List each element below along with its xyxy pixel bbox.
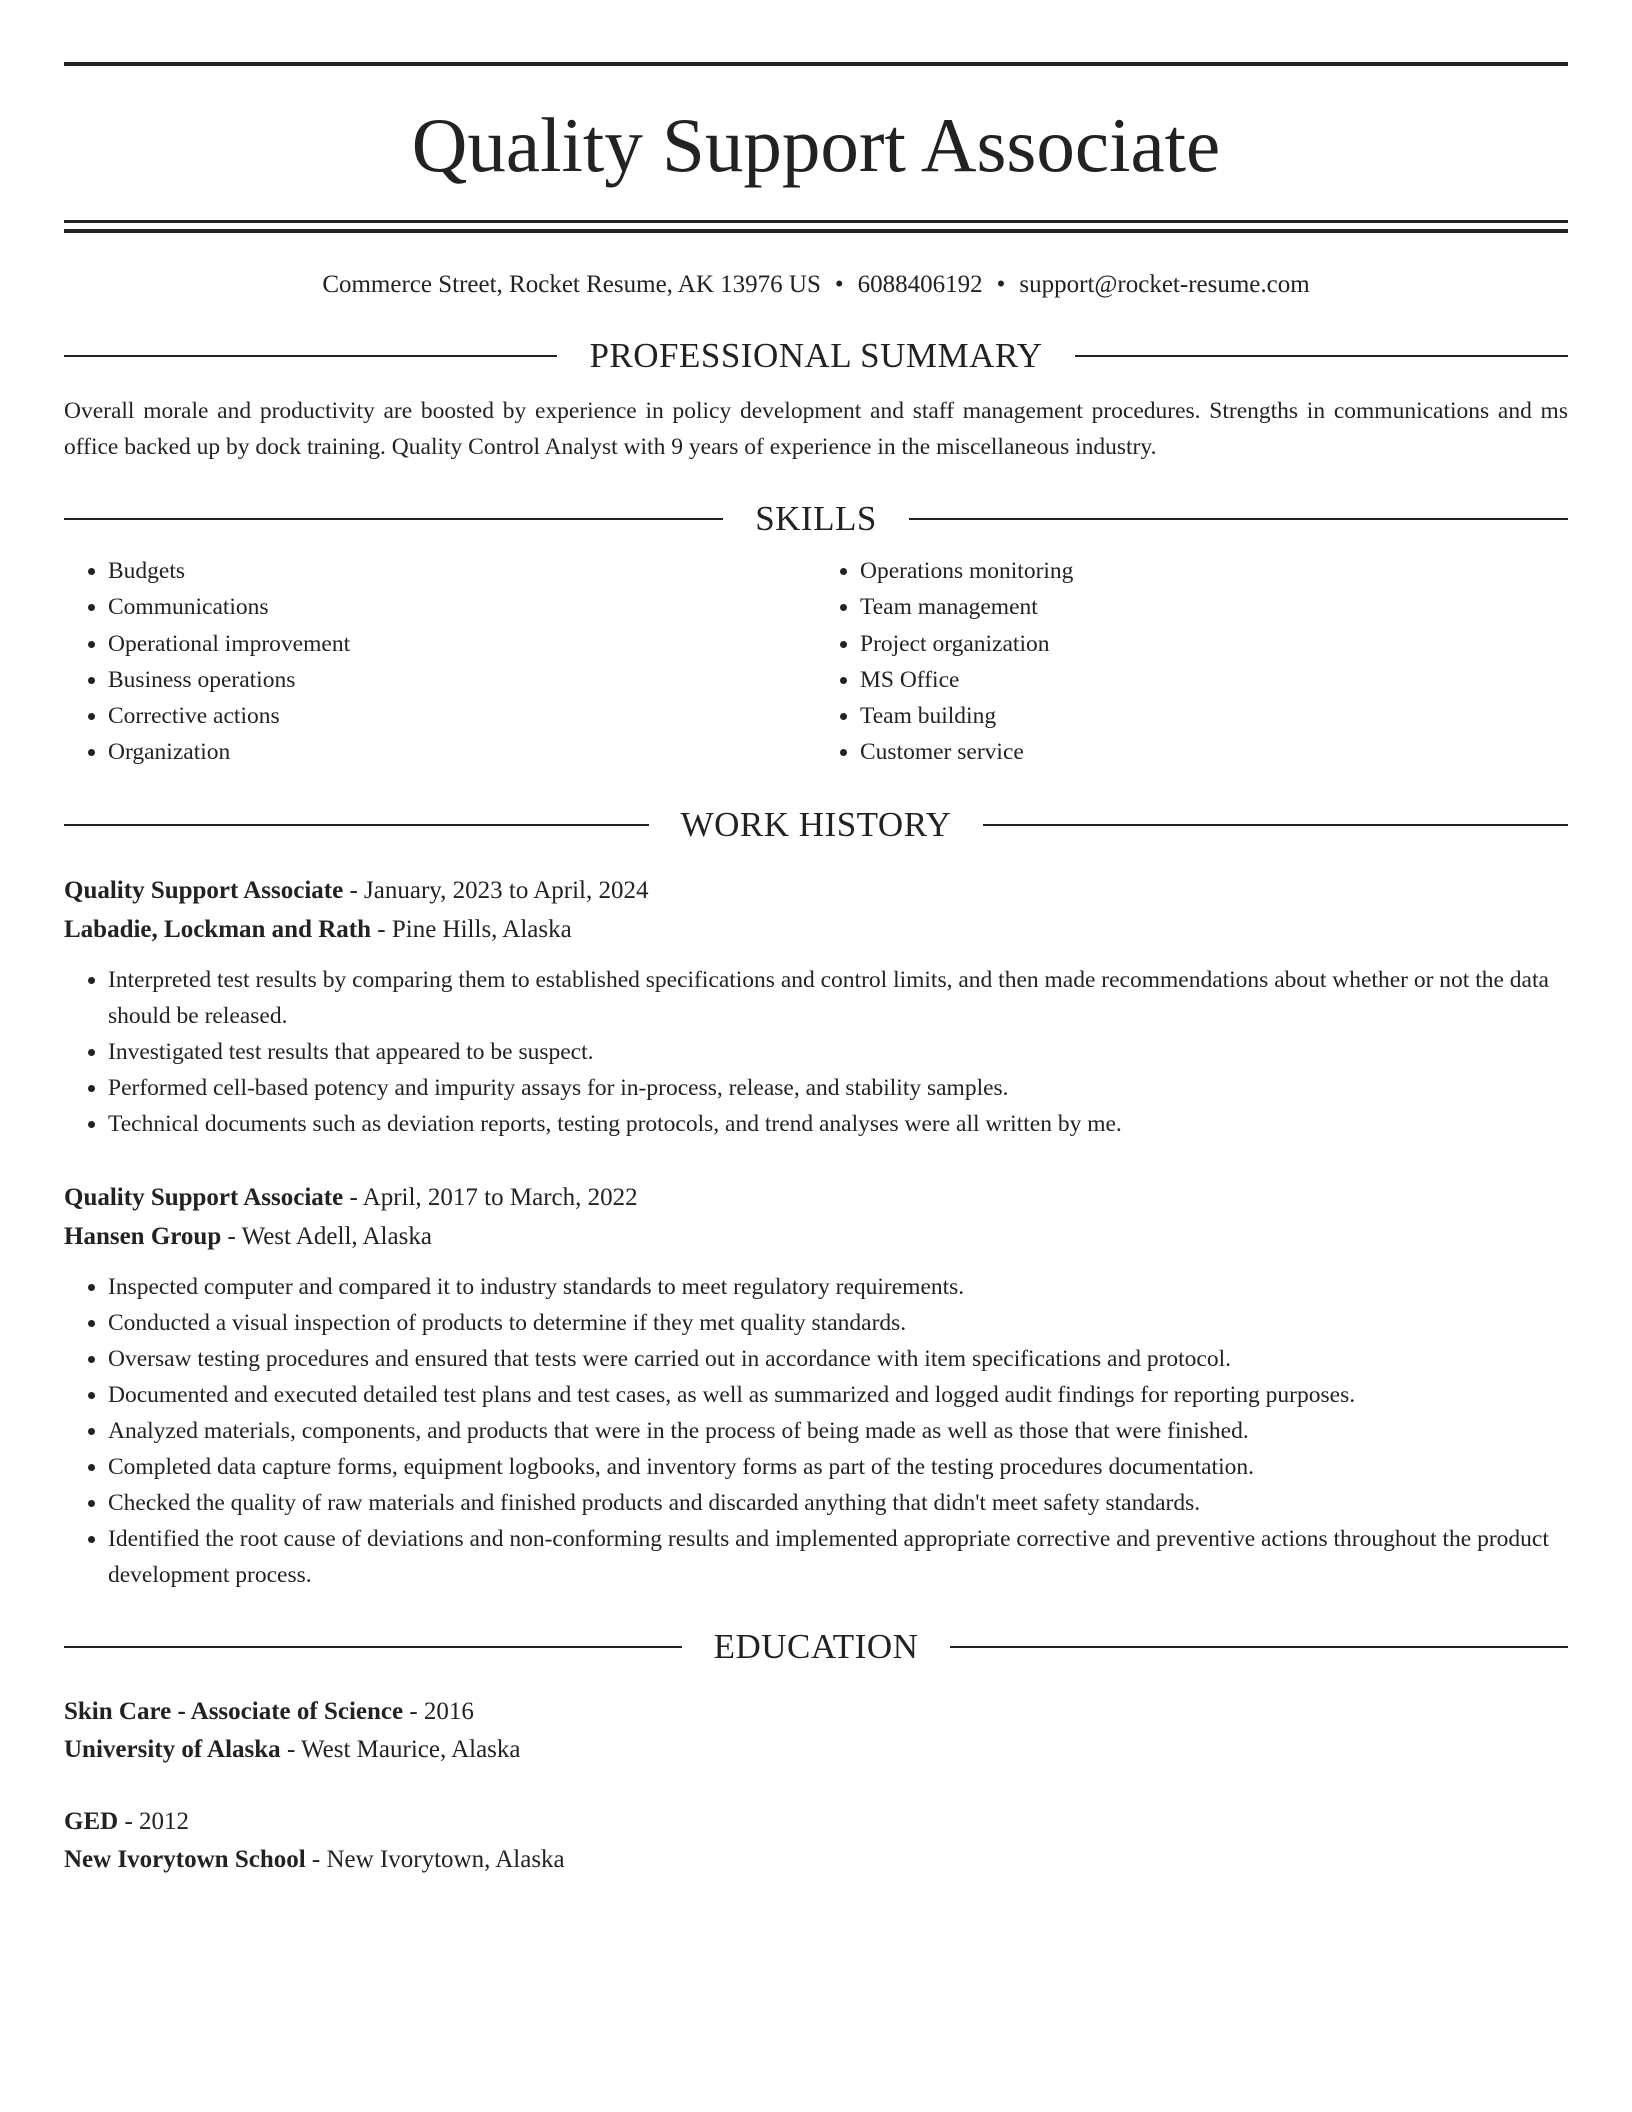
job-company-line xyxy=(64,910,1568,949)
degree-year: - 2012 xyxy=(118,1807,190,1835)
skill-item: • Team building xyxy=(860,698,1568,734)
skill-item: • Customer service xyxy=(860,734,1568,770)
school-name: University of Alaska xyxy=(64,1735,281,1763)
skills-title: SKILLS xyxy=(755,499,877,538)
skill-item: • Project organization xyxy=(860,626,1568,662)
skill-item: • Corrective actions xyxy=(108,698,816,734)
job-bullet: • Analyzed materials, components, and products that were in the process of being made as well as those that were finished. xyxy=(108,1413,1568,1449)
job-company: Labadie, Lockman and Rath xyxy=(64,915,372,943)
skills-heading xyxy=(64,495,1568,543)
job-dates: - April, 2017 to March, 2022 xyxy=(343,1183,638,1211)
work-title: WORK HISTORY xyxy=(680,804,952,844)
school-name: New Ivorytown School xyxy=(64,1845,306,1873)
degree-name: GED xyxy=(64,1807,119,1835)
education-entry xyxy=(64,1803,1568,1879)
degree-year: - 2016 xyxy=(403,1697,474,1725)
contact-address: Commerce Street, Rocket Resume, AK 13976 US xyxy=(322,271,821,298)
school-location: - New Ivorytown, Alaska xyxy=(305,1845,565,1873)
job-bullet: • Documented and executed detailed test plans and test cases, as well as summarized and logged audit findings for reporting purposes. xyxy=(108,1377,1568,1413)
education-entry xyxy=(64,1693,1568,1769)
job-bullet: • Technical documents such as deviation reports, testing protocols, and trend analyses were all written by me. xyxy=(108,1106,1568,1142)
job-bullet: • Completed data capture forms, equipment logbooks, and inventory forms as part of the testing procedures documentation. xyxy=(108,1449,1568,1485)
skill-item: • MS Office xyxy=(860,662,1568,698)
heading-rule-right xyxy=(909,518,1568,520)
school-line xyxy=(64,1731,1568,1769)
education-heading xyxy=(64,1623,1568,1671)
summary-text: Overall morale and productivity are boosted by experience in policy development and staff management procedures. Strengths in communications and ms office backed up by dock training. Quality Control Analyst with 9 years of experience in the miscellaneous industry. xyxy=(64,398,1568,460)
heading-rule-right xyxy=(1075,355,1568,357)
heading-rule-right xyxy=(983,824,1568,826)
job-bullets xyxy=(64,962,1568,1142)
skill-item: • Organization xyxy=(108,734,816,770)
candidate-name: Quality Support Associate xyxy=(411,102,1221,188)
heading-rule-left xyxy=(64,355,557,357)
job-company: Hansen Group xyxy=(64,1222,222,1250)
skills-list-left xyxy=(64,553,816,771)
job-bullet: • Oversaw testing procedures and ensured that tests were carried out in accordance with item specifications and protocol. xyxy=(108,1341,1568,1377)
degree-line xyxy=(64,1803,1568,1841)
school-line xyxy=(64,1841,1568,1879)
job-location: - Pine Hills, Alaska xyxy=(371,915,572,943)
job-title: Quality Support Associate xyxy=(64,1183,344,1211)
heading-rule-left xyxy=(64,518,723,520)
job-bullet: • Checked the quality of raw materials and finished products and discarded anything that didn't meet safety standards. xyxy=(108,1485,1568,1521)
job-dates: - January, 2023 to April, 2024 xyxy=(343,876,649,904)
job-title: Quality Support Associate xyxy=(64,876,344,904)
job-title-line xyxy=(64,871,1568,910)
summary-heading xyxy=(64,332,1568,380)
skill-item: • Communications xyxy=(108,589,816,625)
education-title: EDUCATION xyxy=(713,1626,919,1666)
job-company-line xyxy=(64,1217,1568,1256)
contact-phone: 6088406192 xyxy=(857,271,983,298)
job-bullets xyxy=(64,1269,1568,1593)
skill-item: • Operational improvement xyxy=(108,626,816,662)
skill-item: • Budgets xyxy=(108,553,816,589)
heading-rule-left xyxy=(64,824,649,826)
skill-item: • Business operations xyxy=(108,662,816,698)
job-entry xyxy=(64,871,1568,1142)
job-bullet: • Interpreted test results by comparing them to established specifications and control limits, and then made recommendations about whether or not the data should be released. xyxy=(108,962,1568,1034)
top-rule xyxy=(64,62,1568,66)
job-entry xyxy=(64,1178,1568,1593)
school-location: - West Maurice, Alaska xyxy=(280,1735,521,1763)
skills-columns xyxy=(64,553,1568,771)
contact-separator: • xyxy=(996,271,1006,298)
contact-line xyxy=(64,268,1568,302)
job-location: - West Adell, Alaska xyxy=(221,1222,432,1250)
skills-list-right xyxy=(816,553,1568,771)
summary-title: PROFESSIONAL SUMMARY xyxy=(589,336,1043,375)
job-bullet: • Performed cell-based potency and impurity assays for in-process, release, and stability samples. xyxy=(108,1070,1568,1106)
job-bullet: • Conducted a visual inspection of products to determine if they met quality standards. xyxy=(108,1305,1568,1341)
job-bullet: • Investigated test results that appeared to be suspect. xyxy=(108,1034,1568,1070)
work-heading xyxy=(64,801,1568,849)
contact-email: support@rocket-resume.com xyxy=(1019,271,1310,298)
contact-separator: • xyxy=(834,271,844,298)
skill-item: • Team management xyxy=(860,589,1568,625)
degree-name: Skin Care - Associate of Science xyxy=(64,1697,404,1725)
heading-rule-left xyxy=(64,1646,682,1648)
skill-item: • Operations monitoring xyxy=(860,553,1568,589)
job-bullet: • Identified the root cause of deviations and non-conforming results and implemented appropriate corrective and preventive actions throughout the product development process. xyxy=(108,1521,1568,1593)
job-title-line xyxy=(64,1178,1568,1217)
heading-rule-right xyxy=(950,1646,1568,1648)
double-rule xyxy=(64,220,1568,233)
job-bullet: • Inspected computer and compared it to industry standards to meet regulatory requirements. xyxy=(108,1269,1568,1305)
degree-line xyxy=(64,1693,1568,1731)
